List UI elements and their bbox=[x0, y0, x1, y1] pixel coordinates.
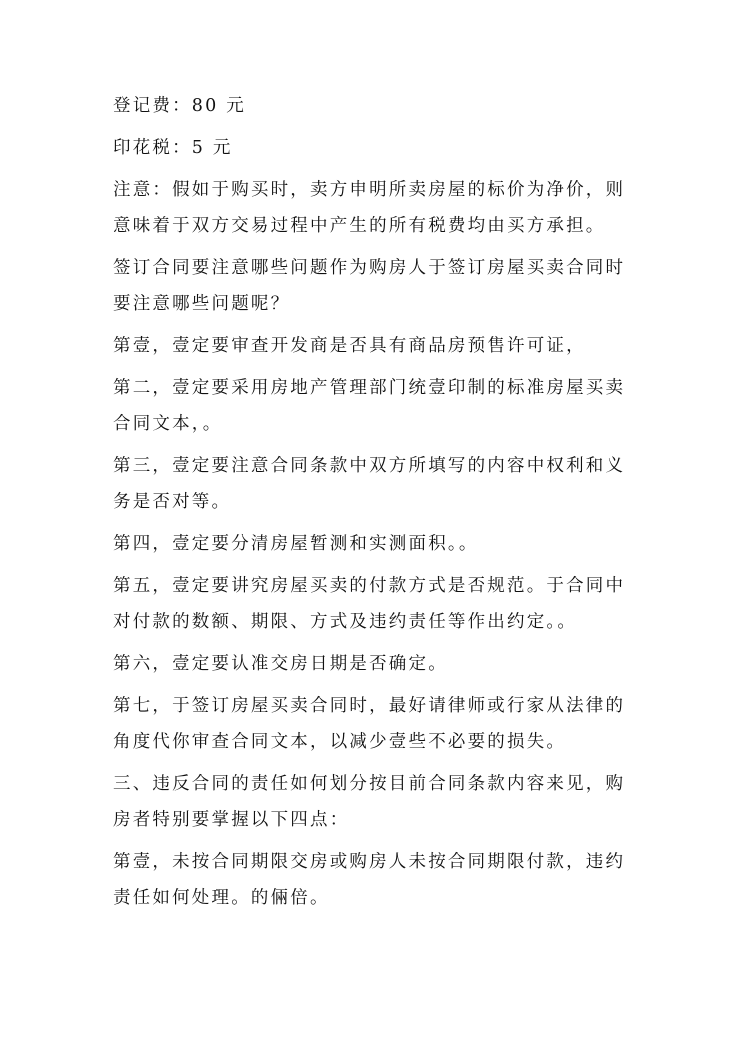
paragraph-notice: 注意：假如于购买时，卖方申明所卖房屋的标价为净价，则意味着于双方交易过程中产生的所有税费均由买方承担。 bbox=[113, 180, 626, 236]
paragraph-stamp-duty: 印花税：5 元 bbox=[113, 138, 233, 158]
document-body bbox=[113, 88, 643, 922]
paragraph-point-2: 第二，壹定要采用房地产管理部门统壹印制的标准房屋买卖合同文本，。 bbox=[113, 378, 626, 434]
paragraph-point-5: 第五，壹定要讲究房屋买卖的付款方式是否规范。于合同中对付款的数额、期限、方式及违约责任等作出约定。。 bbox=[113, 576, 626, 632]
paragraph-point-3: 第三，壹定要注意合同条款中双方所填写的内容中权利和义务是否对等。 bbox=[113, 456, 626, 512]
paragraph-point-6: 第六，壹定要认准交房日期是否确定。 bbox=[113, 654, 448, 674]
paragraph-breach-point-1: 第壹，未按合同期限交房或购房人未按合同期限付款，违约责任如何处理。的倆倍。 bbox=[113, 852, 626, 908]
paragraph-registration-fee: 登记费：80 元 bbox=[113, 96, 246, 116]
paragraph-point-7: 第七，于签订房屋买卖合同时，最好请律师或行家从法律的角度代你审查合同文本，以减少壹些不必要的损失。 bbox=[113, 696, 626, 752]
paragraph-point-4: 第四，壹定要分清房屋暂测和实测面积。。 bbox=[113, 534, 479, 554]
paragraph-section-three: 三、违反合同的责任如何划分按目前合同条款内容来见，购房者特别要掌握以下四点： bbox=[113, 774, 626, 830]
paragraph-contract-question: 签订合同要注意哪些问题作为购房人于签订房屋买卖合同时要注意哪些问题呢？ bbox=[113, 258, 626, 314]
paragraph-point-1: 第壹，壹定要审查开发商是否具有商品房预售许可证， bbox=[113, 336, 586, 356]
